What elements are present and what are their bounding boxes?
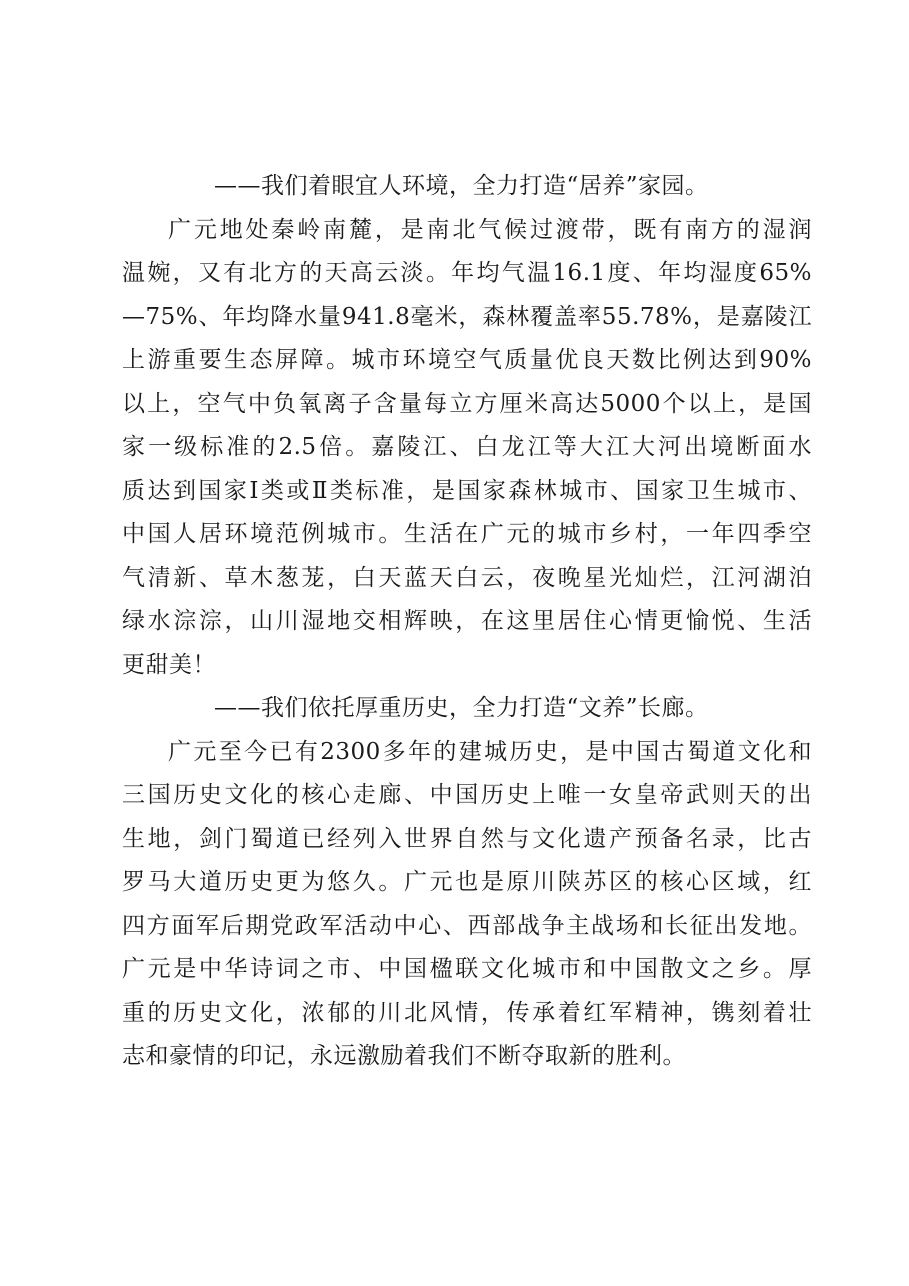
paragraph-line: 生地，剑门蜀道已经列入世界自然与文化遗产预备名录，比古: [122, 825, 812, 852]
document-body: [122, 165, 812, 1079]
paragraph-line: —75%、年均降水量941.8毫米，森林覆盖率55.78%，是嘉陵江: [122, 303, 812, 330]
section-heading: [122, 165, 812, 209]
paragraph: [122, 731, 812, 1079]
paragraph-line: 气清新、草木葱茏，白天蓝天白云，夜晚星光灿烂，江河湖泊: [122, 564, 812, 591]
paragraph-line: 罗马大道历史更为悠久。广元也是原川陕苏区的核心区域，红: [122, 869, 812, 895]
section-heading: [122, 687, 812, 731]
paragraph-line: 中国人居环境范例城市。生活在广元的城市乡村，一年四季空: [122, 521, 812, 547]
paragraph-line: 更甜美！: [122, 651, 216, 678]
paragraph-line: 三国历史文化的核心走廊、中国历史上唯一女皇帝武则天的出: [122, 782, 812, 808]
paragraph-line: 以上，空气中负氧离子含量每立方厘米高达5000个以上，是国: [122, 390, 812, 417]
paragraph-line: 广元至今已有2300多年的建城历史，是中国古蜀道文化和: [168, 738, 812, 765]
paragraph: [122, 209, 812, 688]
paragraph-line: 绿水淙淙，山川湿地交相辉映，在这里居住心情更愉悦、生活: [122, 608, 812, 634]
paragraph-line: 广元是中华诗词之市、中国楹联文化城市和中国散文之乡。厚: [122, 956, 812, 982]
heading-text: ——我们依托厚重历史，全力打造“文养”长廊。: [214, 695, 709, 721]
paragraph-line: 广元地处秦岭南麓，是南北气候过渡带，既有南方的湿润: [168, 216, 812, 243]
paragraph-line: 家一级标准的2.5倍。嘉陵江、白龙江等大江大河出境断面水: [122, 434, 812, 460]
paragraph-line: 上游重要生态屏障。城市环境空气质量优良天数比例达到90%: [122, 347, 812, 373]
paragraph-line: 四方面军后期党政军活动中心、西部战争主战场和长征出发地。: [122, 912, 812, 939]
paragraph-line: 志和豪情的印记，永远激励着我们不断夺取新的胜利。: [122, 1043, 686, 1069]
paragraph-line: 重的历史文化，浓郁的川北风情，传承着红军精神，镌刻着壮: [122, 999, 812, 1026]
paragraph-line: 质达到国家Ⅰ类或Ⅱ类标准，是国家森林城市、国家卫生城市、: [122, 477, 812, 504]
paragraph-line: 温婉，又有北方的天高云淡。年均气温16.1度、年均湿度65%: [122, 260, 812, 286]
heading-text: ——我们着眼宜人环境，全力打造“居养”家园。: [214, 173, 709, 199]
